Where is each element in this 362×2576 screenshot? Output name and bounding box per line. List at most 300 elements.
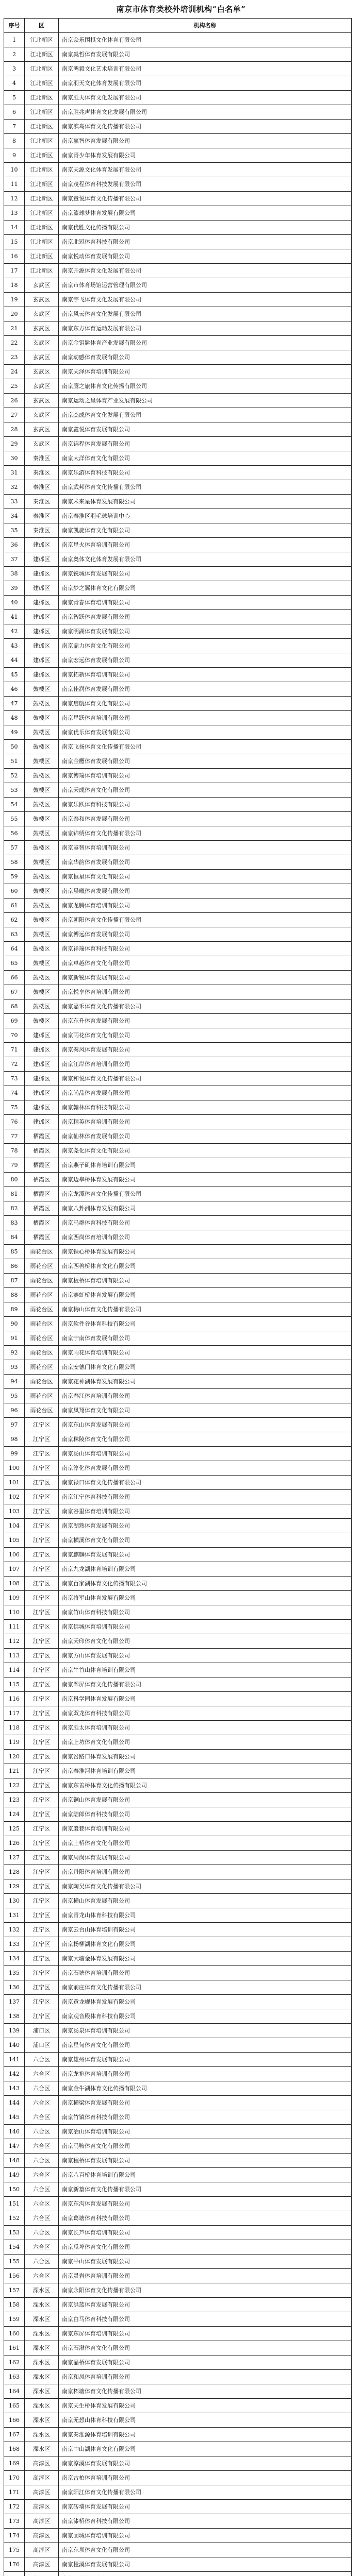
table-row	[4, 798, 352, 812]
row-number: 126	[4, 1836, 25, 1851]
table-row	[4, 1663, 352, 1677]
row-district: 六合区	[25, 2053, 59, 2067]
table-row	[4, 2442, 352, 2456]
row-institution-name: 南京永阳体育文化传播有限公司	[59, 2283, 352, 2298]
table-row	[4, 1807, 352, 1822]
row-institution-name: 南京花神湖体育发展有限公司	[59, 1375, 352, 1389]
table-row	[4, 2514, 352, 2529]
row-institution-name: 南京西善桥体育文化有限公司	[59, 1259, 352, 1274]
row-number: 148	[4, 2154, 25, 2168]
row-district: 江宁区	[25, 1923, 59, 1937]
row-number: 94	[4, 1375, 25, 1389]
table-row	[4, 1274, 352, 1288]
row-institution-name: 南京新篁体育文化传播有限公司	[59, 2182, 352, 2197]
row-institution-name: 南京安德门体育文化有限公司	[59, 1360, 352, 1375]
row-district: 江北新区	[25, 91, 59, 105]
row-number: 156	[4, 2269, 25, 2283]
row-district: 六合区	[25, 2168, 59, 2182]
row-institution-name: 南京和悦体育文化传播有限公司	[59, 1072, 352, 1086]
row-institution-name: 南京祥瑞体育科技有限公司	[59, 942, 352, 956]
row-district: 江宁区	[25, 2009, 59, 2024]
table-row	[4, 293, 352, 307]
row-number: 132	[4, 1923, 25, 1937]
row-number: 13	[4, 206, 25, 221]
row-institution-name: 南京燕子矶体育培训有限公司	[59, 1158, 352, 1173]
row-district: 江北新区	[25, 148, 59, 163]
row-district: 高淳区	[25, 2557, 59, 2572]
table-row	[4, 1302, 352, 1317]
table-row	[4, 769, 352, 783]
row-district: 溧水区	[25, 2355, 59, 2370]
row-institution-name: 南京铜山体育发展有限公司	[59, 1793, 352, 1807]
row-institution-name: 南京宇飞体育文化发展有限公司	[59, 293, 352, 307]
row-district: 秦淮区	[25, 466, 59, 480]
row-district: 江宁区	[25, 1721, 59, 1735]
row-district: 江宁区	[25, 1966, 59, 1980]
row-district: 玄武区	[25, 336, 59, 350]
row-institution-name: 南京乐游体育科技有限公司	[59, 466, 352, 480]
row-number: 117	[4, 1706, 25, 1721]
row-number: 115	[4, 1677, 25, 1692]
row-district: 建邺区	[25, 1072, 59, 1086]
row-institution-name: 南京秦风体育发展有限公司	[59, 1043, 352, 1057]
row-number: 51	[4, 754, 25, 769]
table-row	[4, 1259, 352, 1274]
table-row	[4, 509, 352, 523]
row-institution-name: 南京优胜文化传播有限公司	[59, 221, 352, 235]
row-number: 131	[4, 1908, 25, 1923]
row-number: 124	[4, 1807, 25, 1822]
row-institution-name: 南京晶桥体育发展有限公司	[59, 2355, 352, 2370]
row-institution-name: 南京篮球梦体育发展有限公司	[59, 206, 352, 221]
row-institution-name: 南京天泽体育培训有限公司	[59, 365, 352, 379]
row-number: 152	[4, 2211, 25, 2226]
row-number: 71	[4, 1043, 25, 1057]
row-institution-name: 南京青少年体育发展有限公司	[59, 148, 352, 163]
row-institution-name: 南京殷巷体育培训有限公司	[59, 1822, 352, 1836]
row-institution-name: 南京淳溪体育发展有限公司	[59, 2456, 352, 2471]
row-number: 35	[4, 523, 25, 538]
roster-table-container	[4, 18, 351, 2576]
row-district: 建邺区	[25, 1086, 59, 1100]
table-row	[4, 177, 352, 192]
row-institution-name: 南京鼎力体育文化有限公司	[59, 639, 352, 653]
row-institution-name: 南京科学园体育发展有限公司	[59, 1692, 352, 1706]
row-number: 37	[4, 552, 25, 567]
row-district: 江北新区	[25, 177, 59, 192]
row-number: 19	[4, 293, 25, 307]
row-number: 129	[4, 1879, 25, 1894]
row-institution-name: 南京锐城体育发展有限公司	[59, 567, 352, 581]
table-row	[4, 192, 352, 206]
row-number: 85	[4, 1245, 25, 1259]
table-row	[4, 2355, 352, 2370]
row-number: 49	[4, 725, 25, 740]
row-number: 175	[4, 2543, 25, 2557]
table-row	[4, 163, 352, 177]
row-number: 153	[4, 2226, 25, 2240]
row-institution-name: 南京天源文化体育发展有限公司	[59, 163, 352, 177]
table-row	[4, 2081, 352, 2096]
row-number: 15	[4, 235, 25, 249]
row-district: 江宁区	[25, 1995, 59, 2009]
row-district: 雨花台区	[25, 1245, 59, 1259]
row-number: 107	[4, 1562, 25, 1577]
row-institution-name: 南京陶吴体育文化传播有限公司	[59, 1879, 352, 1894]
row-number: 164	[4, 2384, 25, 2399]
row-institution-name: 南京东屏体育培训有限公司	[59, 2327, 352, 2341]
row-district: 江宁区	[25, 1663, 59, 1677]
row-district: 建邺区	[25, 1100, 59, 1115]
row-district: 江宁区	[25, 1952, 59, 1966]
row-number: 101	[4, 1476, 25, 1490]
row-number: 82	[4, 1201, 25, 1216]
table-row	[4, 927, 352, 942]
row-district: 江宁区	[25, 1447, 59, 1461]
row-district: 江北新区	[25, 120, 59, 134]
table-row	[4, 2110, 352, 2125]
row-district: 鼓楼区	[25, 812, 59, 826]
row-institution-name: 南京天生桥体育发展有限公司	[59, 2399, 352, 2413]
row-number: 41	[4, 610, 25, 624]
table-row	[4, 1605, 352, 1620]
row-number: 77	[4, 1129, 25, 1144]
row-district: 雨花台区	[25, 1360, 59, 1375]
row-number: 57	[4, 841, 25, 855]
row-district: 高淳区	[25, 2500, 59, 2514]
row-district: 建邺区	[25, 639, 59, 653]
row-institution-name: 南京金牛湖体育文化传播有限公司	[59, 2081, 352, 2096]
row-institution-name: 南京开源体育文化发展有限公司	[59, 264, 352, 278]
row-number: 36	[4, 538, 25, 552]
row-institution-name: 南京漆桥体育科技有限公司	[59, 2514, 352, 2529]
row-district: 鼓楼区	[25, 754, 59, 769]
row-institution-name: 南京悦动体育发展有限公司	[59, 249, 352, 264]
table-row	[4, 985, 352, 999]
table-row	[4, 2572, 352, 2576]
row-institution-name: 南京燊哲体育发展有限公司	[59, 47, 352, 62]
table-row	[4, 1764, 352, 1778]
row-number: 45	[4, 668, 25, 682]
table-row	[4, 2038, 352, 2053]
table-row	[4, 610, 352, 624]
row-institution-name: 南京尚品体育发展有限公司	[59, 1086, 352, 1100]
row-district: 玄武区	[25, 321, 59, 336]
row-district: 江宁区	[25, 1894, 59, 1908]
row-institution-name: 南京东善桥体育文化传播有限公司	[59, 1778, 352, 1793]
row-district: 鼓楼区	[25, 927, 59, 942]
row-district: 江宁区	[25, 1620, 59, 1634]
row-institution-name: 南京恒星体育文化有限公司	[59, 870, 352, 884]
table-row	[4, 812, 352, 826]
row-number: 172	[4, 2500, 25, 2514]
row-institution-name: 南京梦之翼体育文化有限公司	[59, 581, 352, 596]
table-row	[4, 437, 352, 451]
row-number: 23	[4, 350, 25, 365]
row-number: 123	[4, 1793, 25, 1807]
row-district: 江北新区	[25, 235, 59, 249]
table-row	[4, 2485, 352, 2500]
row-number: 109	[4, 1591, 25, 1605]
table-row	[4, 105, 352, 120]
row-district: 栖霞区	[25, 1173, 59, 1187]
row-institution-name: 南京洪蓝体育发展有限公司	[59, 2298, 352, 2312]
row-institution-name: 南京砖墙体育发展有限公司	[59, 2500, 352, 2514]
row-institution-name: 南京龙腾体育培训有限公司	[59, 899, 352, 913]
row-institution-name: 南京悦享体育培训有限公司	[59, 985, 352, 999]
table-row	[4, 278, 352, 293]
row-district: 玄武区	[25, 307, 59, 321]
row-number: 17	[4, 264, 25, 278]
table-row	[4, 1389, 352, 1403]
row-number: 54	[4, 798, 25, 812]
row-district: 江北新区	[25, 221, 59, 235]
row-district: 鼓楼区	[25, 870, 59, 884]
row-number: 168	[4, 2442, 25, 2456]
row-district: 江宁区	[25, 1778, 59, 1793]
row-institution-name: 南京土桥体育文化有限公司	[59, 1836, 352, 1851]
row-number: 138	[4, 2009, 25, 2024]
table-row	[4, 1158, 352, 1173]
row-district: 建邺区	[25, 1028, 59, 1043]
row-number: 46	[4, 682, 25, 697]
row-number: 58	[4, 855, 25, 870]
row-institution-name: 南京竹镇体育科技有限公司	[59, 2110, 352, 2125]
column-header-institution: 机构名称	[59, 19, 352, 33]
row-institution-name: 南京八卦洲体育发展有限公司	[59, 1201, 352, 1216]
row-district: 建邺区	[25, 668, 59, 682]
row-number: 72	[4, 1057, 25, 1072]
row-number: 79	[4, 1158, 25, 1173]
row-number: 100	[4, 1461, 25, 1476]
row-district: 鼓楼区	[25, 826, 59, 841]
row-district: 鼓楼区	[25, 855, 59, 870]
row-district: 鼓楼区	[25, 956, 59, 971]
row-district: 江宁区	[25, 1908, 59, 1923]
table-row	[4, 2139, 352, 2154]
row-district: 建邺区	[25, 596, 59, 610]
row-district: 雨花台区	[25, 1274, 59, 1288]
row-institution-name: 南京星火体育培训有限公司	[59, 538, 352, 552]
row-number: 10	[4, 163, 25, 177]
row-district: 栖霞区	[25, 1230, 59, 1245]
table-row	[4, 2197, 352, 2211]
row-institution-name: 南京横梁体育发展有限公司	[59, 2096, 352, 2110]
row-number: 80	[4, 1173, 25, 1187]
row-institution-name: 南京晨曦体育发展有限公司	[59, 884, 352, 899]
row-institution-name: 南京华韵体育发展有限公司	[59, 855, 352, 870]
row-institution-name: 南京桠溪体育发展有限公司	[59, 2557, 352, 2572]
row-district: 六合区	[25, 2226, 59, 2240]
row-institution-name: 南京动感体育发展有限公司	[59, 350, 352, 365]
row-number: 91	[4, 1331, 25, 1346]
row-institution-name: 南京石塘体育培训有限公司	[59, 1966, 352, 1980]
row-number: 167	[4, 2428, 25, 2442]
row-institution-name: 南京岔路口体育发展有限公司	[59, 1750, 352, 1764]
table-row	[4, 1072, 352, 1086]
row-institution-name: 南京茂程体育科技发展有限公司	[59, 177, 352, 192]
table-row	[4, 2255, 352, 2269]
row-number: 64	[4, 942, 25, 956]
row-institution-name: 南京竹山体育科技有限公司	[59, 1605, 352, 1620]
table-row	[4, 1836, 352, 1851]
table-row	[4, 2067, 352, 2081]
table-row	[4, 2543, 352, 2557]
table-row	[4, 1634, 352, 1649]
row-institution-name: 南京泰和体育发展有限公司	[59, 812, 352, 826]
row-institution-name: 南京东坝体育文化有限公司	[59, 2543, 352, 2557]
row-institution-name: 南京未来星体育发展有限公司	[59, 495, 352, 509]
row-institution-name: 南京平山体育发展有限公司	[59, 2255, 352, 2269]
table-row	[4, 2557, 352, 2572]
table-row	[4, 711, 352, 725]
row-district: 玄武区	[25, 365, 59, 379]
table-row	[4, 1692, 352, 1706]
row-district: 鼓楼区	[25, 769, 59, 783]
row-number: 120	[4, 1750, 25, 1764]
row-number: 76	[4, 1115, 25, 1129]
table-row	[4, 2226, 352, 2240]
row-institution-name: 南京白马体育科技有限公司	[59, 2312, 352, 2327]
row-number: 50	[4, 740, 25, 754]
table-row	[4, 2399, 352, 2413]
row-institution-name: 南京智跃体育发展有限公司	[59, 610, 352, 624]
row-number: 97	[4, 1418, 25, 1432]
table-row	[4, 596, 352, 610]
table-row	[4, 394, 352, 408]
table-row	[4, 1317, 352, 1331]
row-institution-name: 南京黄龙岘体育发展有限公司	[59, 1995, 352, 2009]
table-row	[4, 1086, 352, 1100]
row-district: 栖霞区	[25, 1187, 59, 1201]
row-institution-name: 南京谷里体育培训有限公司	[59, 1504, 352, 1519]
row-district: 栖霞区	[25, 1144, 59, 1158]
row-number: 149	[4, 2168, 25, 2182]
row-district: 雨花台区	[25, 1259, 59, 1274]
row-district: 江北新区	[25, 33, 59, 47]
row-district: 六合区	[25, 2255, 59, 2269]
table-row	[4, 451, 352, 466]
row-number: 8	[4, 134, 25, 148]
row-district: 建邺区	[25, 624, 59, 639]
row-institution-name: 南京运动之星体育产业发展有限公司	[59, 394, 352, 408]
row-number: 128	[4, 1865, 25, 1879]
row-number: 18	[4, 278, 25, 293]
row-institution-name: 南京百家湖体育文化传播有限公司	[59, 1577, 352, 1591]
table-row	[4, 754, 352, 769]
row-institution-name: 南京市体育场馆运营管理有限公司	[59, 278, 352, 293]
row-district: 鼓楼区	[25, 697, 59, 711]
row-institution-name: 南京天成体育文化有限公司	[59, 783, 352, 798]
row-district: 鼓楼区	[25, 740, 59, 754]
row-number: 16	[4, 249, 25, 264]
row-institution-name: 南京雨花体育培训有限公司	[59, 1346, 352, 1360]
row-district: 江宁区	[25, 1836, 59, 1851]
table-row	[4, 1043, 352, 1057]
row-number: 144	[4, 2096, 25, 2110]
row-number: 40	[4, 596, 25, 610]
table-row	[4, 841, 352, 855]
row-number: 70	[4, 1028, 25, 1043]
row-number: 1	[4, 33, 25, 47]
row-district: 玄武区	[25, 394, 59, 408]
row-number: 139	[4, 2024, 25, 2038]
table-row	[4, 1649, 352, 1663]
row-institution-name: 南京云台山体育培训有限公司	[59, 1923, 352, 1937]
row-number: 12	[4, 192, 25, 206]
row-institution-name: 南京羽天文化体育发展有限公司	[59, 76, 352, 91]
row-number	[4, 2572, 25, 2576]
row-number: 39	[4, 581, 25, 596]
table-row	[4, 148, 352, 163]
row-number: 31	[4, 466, 25, 480]
row-number: 53	[4, 783, 25, 798]
row-number: 136	[4, 1980, 25, 1995]
table-row	[4, 47, 352, 62]
row-number: 24	[4, 365, 25, 379]
row-institution-name: 南京星跃体育培训有限公司	[59, 711, 352, 725]
table-row	[4, 76, 352, 91]
table-row	[4, 1028, 352, 1043]
table-row	[4, 2053, 352, 2067]
row-district: 高淳区	[25, 2514, 59, 2529]
row-district: 玄武区	[25, 408, 59, 422]
row-number: 25	[4, 379, 25, 394]
row-number: 59	[4, 870, 25, 884]
table-row	[4, 899, 352, 913]
row-institution-name: 南京双龙体育科技有限公司	[59, 1706, 352, 1721]
table-row	[4, 956, 352, 971]
row-institution-name: 南京锦绣体育文化传播有限公司	[59, 826, 352, 841]
row-number: 150	[4, 2182, 25, 2197]
row-number: 4	[4, 76, 25, 91]
row-district: 雨花台区	[25, 1403, 59, 1418]
table-row	[4, 466, 352, 480]
row-institution-name: 南京翰林体育科技有限公司	[59, 1100, 352, 1115]
table-row	[4, 2154, 352, 2168]
row-number: 95	[4, 1389, 25, 1403]
row-number: 88	[4, 1288, 25, 1302]
row-number: 159	[4, 2312, 25, 2327]
row-institution-name: 南京瓜埠体育文化有限公司	[59, 2240, 352, 2255]
row-district: 江北新区	[25, 249, 59, 264]
table-row	[4, 1851, 352, 1865]
row-institution-name: 南京新锐体育发展有限公司	[59, 971, 352, 985]
row-institution-name: 南京锦程体育发展有限公司	[59, 437, 352, 451]
table-row	[4, 552, 352, 567]
row-institution-name: 南京固城体育培训有限公司	[59, 2529, 352, 2543]
row-number: 67	[4, 985, 25, 999]
row-number: 118	[4, 1721, 25, 1735]
row-number: 7	[4, 120, 25, 134]
table-row	[4, 1721, 352, 1735]
row-number: 113	[4, 1649, 25, 1663]
row-institution-name: 南京凯旋体育文化有限公司	[59, 523, 352, 538]
row-district: 江宁区	[25, 1677, 59, 1692]
header-row	[4, 19, 352, 33]
row-district: 浦口区	[25, 2024, 59, 2038]
row-number: 155	[4, 2255, 25, 2269]
row-district: 雨花台区	[25, 1346, 59, 1360]
row-number: 87	[4, 1274, 25, 1288]
row-number: 55	[4, 812, 25, 826]
row-institution-name: 南京横溪体育文化有限公司	[59, 1533, 352, 1548]
table-row	[4, 1476, 352, 1490]
table-row	[4, 134, 352, 148]
row-number: 62	[4, 913, 25, 927]
row-number: 161	[4, 2341, 25, 2355]
row-institution-name: 南京石湫体育文化有限公司	[59, 2341, 352, 2355]
